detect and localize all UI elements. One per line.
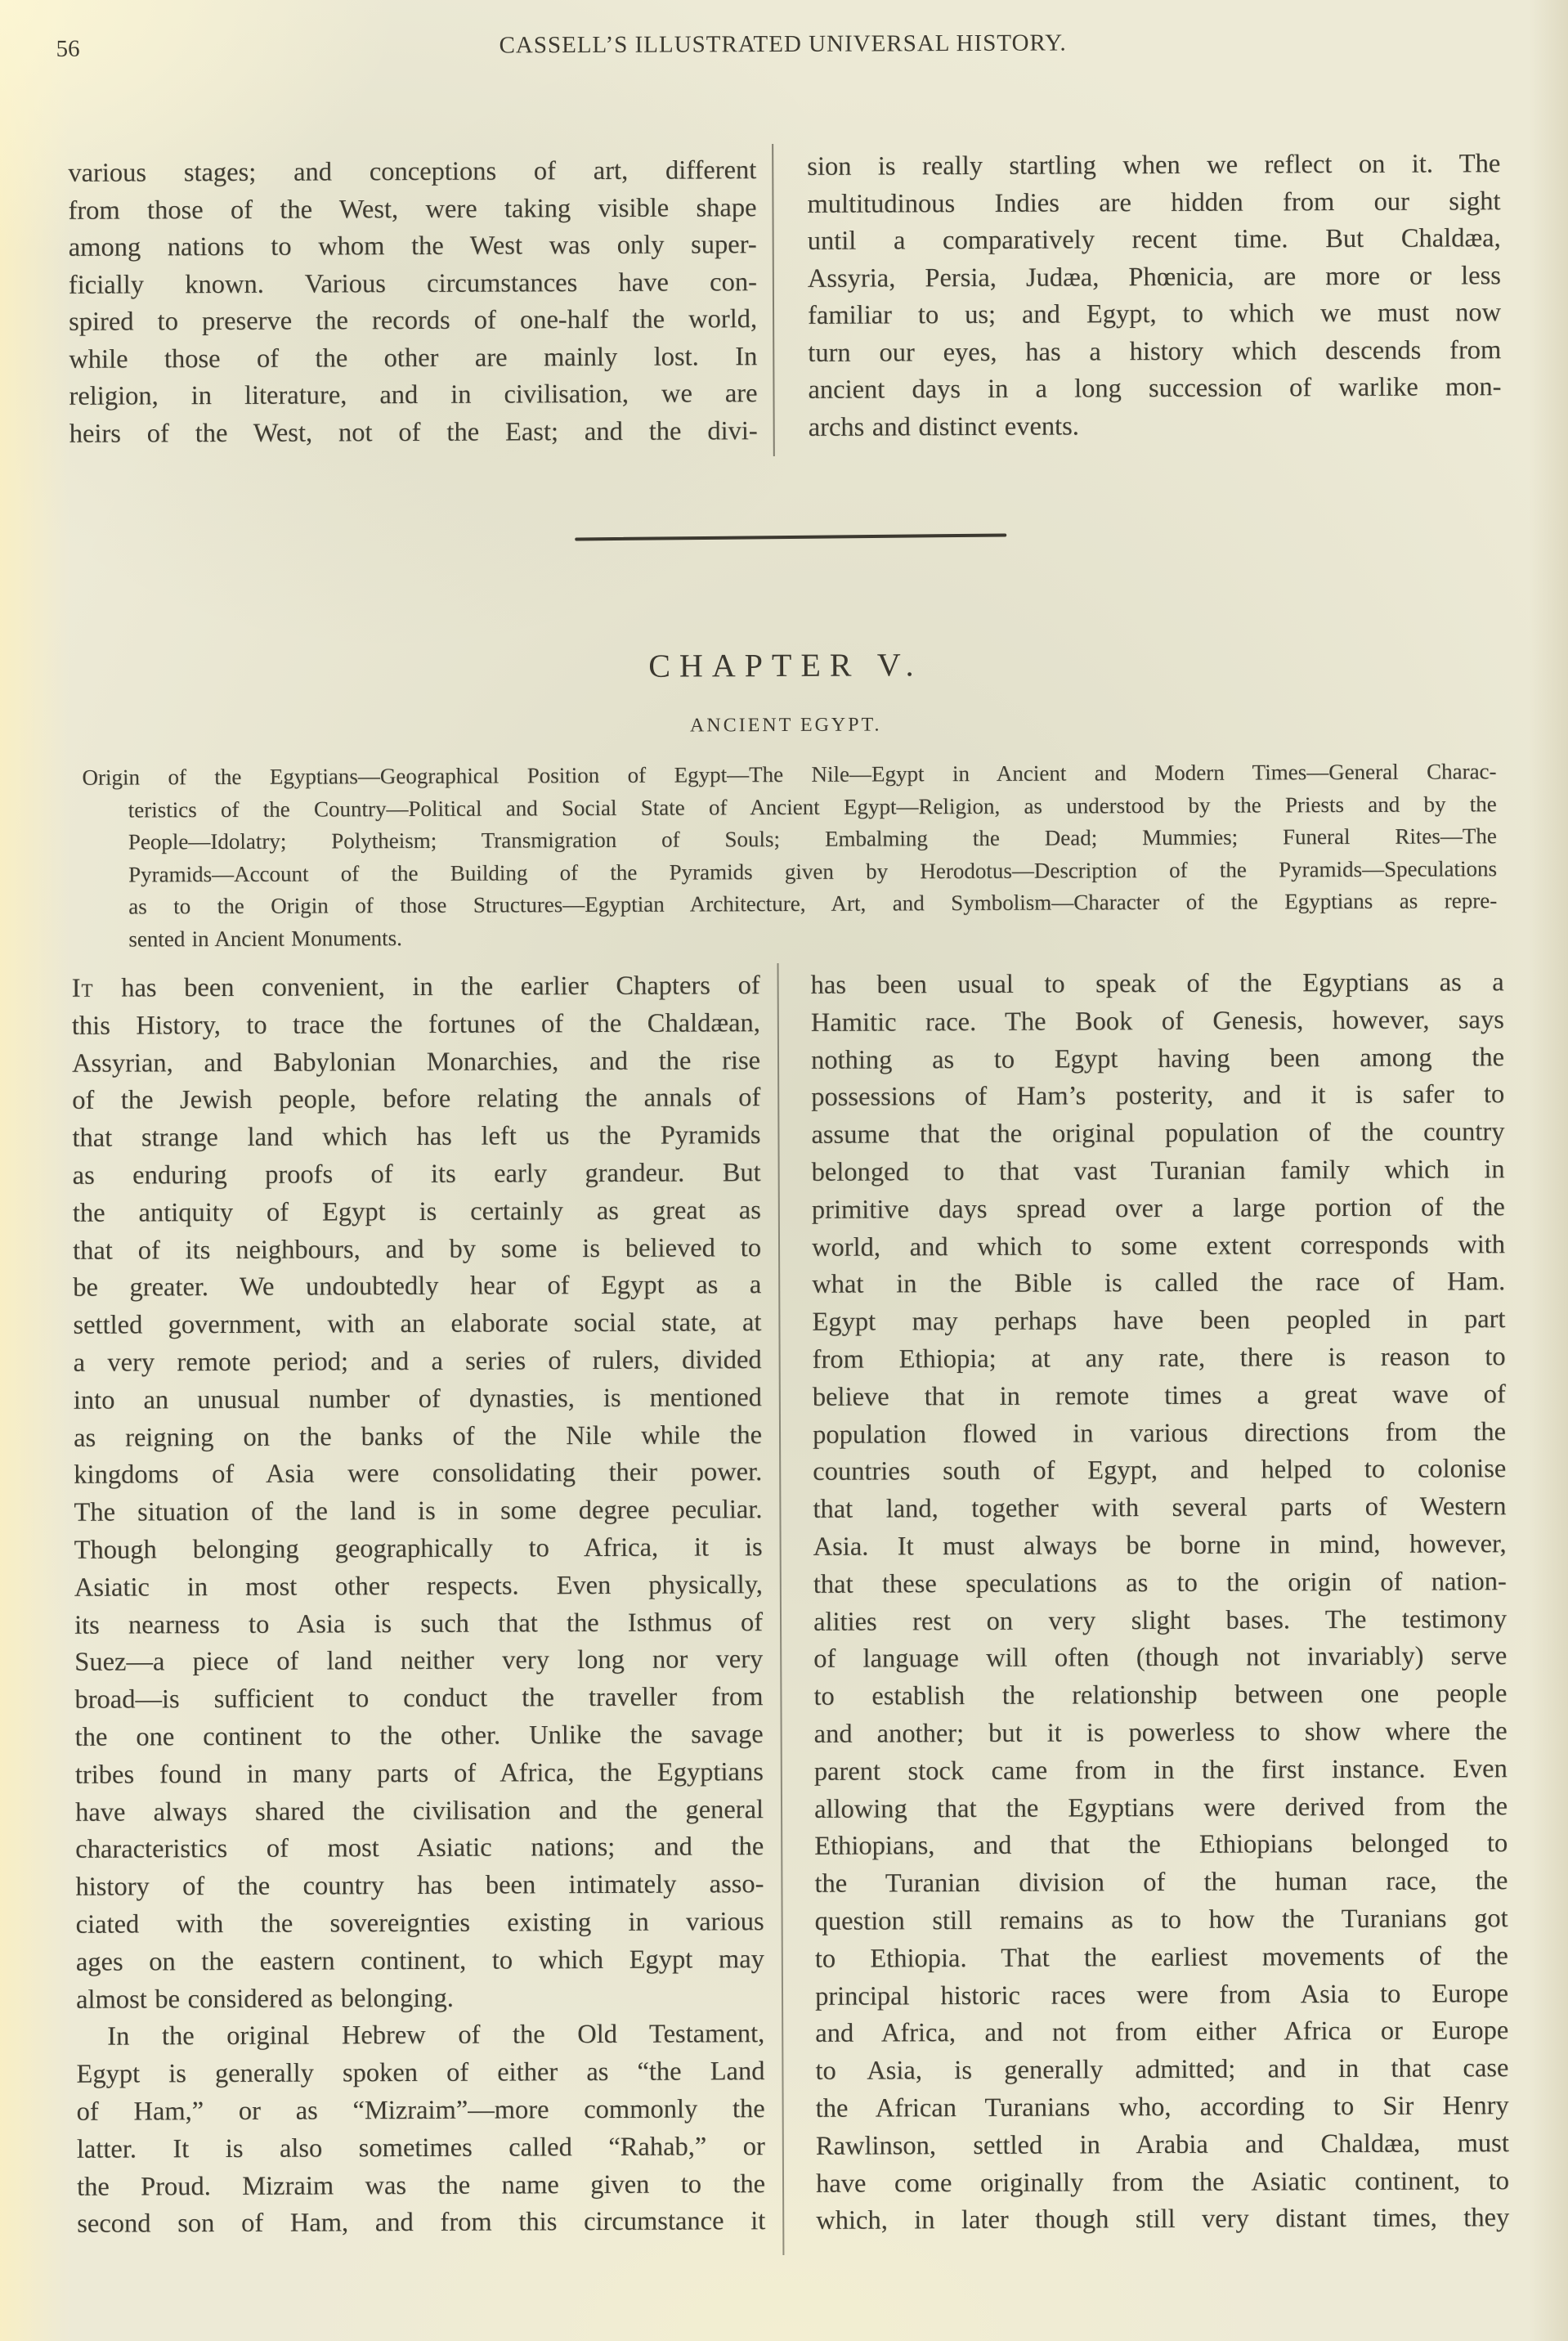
text-line: and Africa, and not from either Africa or Europe	[815, 2016, 1509, 2049]
text-line: Asiatic in most other respects. Even physically,	[74, 1569, 763, 1603]
text-line: principal historic races were from Asia to Europe	[814, 1978, 1509, 2011]
text-line: characteristics of most Asiatic nations; and the	[75, 1832, 764, 1865]
body-left-column	[72, 967, 766, 2244]
text-line: to establish the relationship between one people	[813, 1679, 1508, 1711]
text-line: belonged to that vast Turanian family which in	[811, 1155, 1505, 1187]
running-title: CASSELL’S ILLUSTRATED UNIVERSAL HISTORY.	[499, 29, 1067, 59]
text-line: its nearness to Asia is such that the Isthmus of	[74, 1607, 764, 1640]
text-line: In the original Hebrew of the Old Testament,	[107, 2019, 765, 2052]
text-line: what in the Bible is called the race of Ham.	[812, 1267, 1506, 1300]
continuation-left-column	[68, 152, 758, 453]
text-line: nothing as to Egypt having been among the	[810, 1042, 1505, 1075]
text-line: ficially known. Various circumstances have con-	[68, 267, 757, 300]
body-right-column	[811, 964, 1510, 2240]
text-line: the one continent to the other. Unlike the savage	[74, 1720, 764, 1752]
text-line: among nations to whom the West was only super-	[68, 230, 757, 262]
text-line: Pyramids—Account of the Building of the Pyramids given by Herodotus—Description of the Pyramids—Speculations	[128, 855, 1498, 886]
text-line: primitive days spread over a large portion of the	[811, 1191, 1505, 1225]
chapter-subheading: ANCIENT EGYPT.	[689, 714, 882, 737]
text-line: broad—is sufficient to conduct the traveller from	[74, 1682, 764, 1715]
text-line: Ethiopians, and that the Ethiopians belonged to	[814, 1828, 1508, 1862]
text-line: Hamitic race. The Book of Genesis, however, says	[810, 1004, 1504, 1038]
text-line: of the Jewish people, before relating the annals of	[72, 1083, 761, 1116]
text-line: of Ham,” or as “Mizraim”—more commonly the	[76, 2094, 765, 2127]
text-line: the Turanian division of the human race, the	[814, 1866, 1508, 1899]
text-line: People—Idolatry; Polytheism; Transmigration of Souls; Embalming the Dead; Mummies; Funeral Rites—The	[128, 823, 1497, 854]
text-line: while those of the other are mainly lost. In	[69, 341, 758, 374]
column-divider-top	[772, 144, 775, 456]
text-line: countries south of Egypt, and helped to colonise	[813, 1454, 1507, 1487]
lead-word-smallcaps: It	[71, 973, 94, 1003]
text-line: the antiquity of Egypt is certainly as great as	[72, 1195, 761, 1228]
text-line: various stages; and conceptions of art, different	[68, 155, 757, 188]
text-line: kingdoms of Asia were consolidating their power.	[74, 1457, 763, 1491]
text-line: assume that the original population of the country	[811, 1117, 1505, 1150]
text-line: Origin of the Egyptians—Geographical Position of Egypt—The Nile—Egypt in Ancient and Modern Times—General Charac-	[82, 759, 1497, 790]
text-line: this History, to trace the fortunes of the Chaldæan,	[71, 1007, 760, 1041]
text-line: ciated with the sovereignties existing in various	[75, 1907, 764, 1940]
chapter-heading: CHAPTER V.	[648, 646, 923, 684]
chapter-summary	[82, 756, 1497, 956]
text-line: allowing that the Egyptians were derived from the	[813, 1791, 1508, 1824]
text-line: religion, in literature, and in civilisation, we are	[69, 379, 758, 411]
text-line: of language will often (though not invariably) serve	[813, 1641, 1508, 1675]
text-line: that of its neighbours, and by some is believed to	[72, 1232, 762, 1266]
text-line: has been usual to speak of the Egyptians as a	[810, 967, 1504, 1000]
text-line: Though belonging geographically to Africa, it is	[74, 1532, 763, 1565]
text-line: Assyrian, and Babylonian Monarchies, and the rise	[71, 1045, 761, 1079]
text-line: to Ethiopia. That the earliest movements of the	[814, 1940, 1508, 1974]
text-line: Rawlinson, settled in Arabia and Chaldæa, must	[815, 2128, 1509, 2161]
text-line: a very remote period; and a series of rulers, divided	[73, 1345, 762, 1378]
paragraph	[811, 964, 1510, 2240]
text-line: multitudinous Indies are hidden from our sight	[807, 186, 1501, 219]
text-line: settled government, with an elaborate social state, at	[73, 1307, 762, 1340]
text-line: the Proud. Mizraim was the name given to the	[76, 2168, 766, 2202]
text-line: Egypt may perhaps have been peopled in part	[812, 1304, 1506, 1338]
text-line: that strange land which has left us the Pyramids	[72, 1120, 761, 1153]
text-line: second son of Ham, and from this circumstance it	[77, 2206, 766, 2240]
text-line: world, and which to some extent corresponds with	[811, 1229, 1506, 1262]
text-line: Assyria, Persia, Judæa, Phœnicia, are more or less	[807, 260, 1501, 294]
text-line: familiar to us; and Egypt, to which we must now	[807, 298, 1502, 330]
text-line: population flowed in various directions from the	[812, 1416, 1507, 1450]
text-line: have come originally from the Asiatic continent, to	[815, 2165, 1510, 2199]
section-divider-rule	[575, 533, 1006, 540]
text-line: that land, together with several parts of Western	[813, 1491, 1507, 1525]
text-line: possessions of Ham’s posterity, and it is safer to	[811, 1079, 1505, 1113]
paragraph	[76, 2016, 765, 2243]
text-line: Suez—a piece of land neither very long nor very	[74, 1644, 764, 1678]
text-line: until a comparatively recent time. But Chaldæa,	[807, 223, 1501, 256]
text-line: which, in later though still very distant times, they	[816, 2203, 1510, 2236]
text-line: tribes found in many parts of Africa, the Egyptians	[74, 1756, 764, 1790]
text-line: latter. It is also sometimes called “Rahab,” or	[76, 2131, 765, 2164]
text-line: as to the Origin of those Structures—Egyptian Architecture, Art, and Symbolism—Character of the Egyptians as repre-	[128, 888, 1498, 919]
column-divider-body	[777, 963, 785, 2255]
text-line: archs and distinct events.	[808, 410, 1079, 442]
text-line: to Asia, is generally admitted; and in that case	[815, 2053, 1509, 2086]
text-line: history of the country has been intimately asso-	[75, 1869, 764, 1902]
text-line: and another; but it is powerless to show where the	[813, 1716, 1508, 1749]
text-line: The situation of the land is in some degree peculiar.	[74, 1495, 763, 1527]
text-line: turn our eyes, has a history which descends from	[808, 334, 1502, 368]
text-line: almost be considered as belonging.	[75, 1983, 454, 2015]
text-line: sented in Ancient Monuments.	[128, 925, 402, 951]
text-line: Egypt is generally spoken of either as “the Land	[76, 2056, 765, 2089]
page-number: 56	[56, 35, 80, 62]
text-line: sion is really startling when we reflect on it. The	[807, 149, 1501, 182]
text-line: have always shared the civilisation and the general	[74, 1794, 764, 1828]
text-line: into an unusual number of dynasties, is mentioned	[73, 1382, 762, 1415]
text-line: as enduring proofs of its early grandeur. But	[72, 1158, 761, 1191]
text-line: that these speculations as to the origin of nation-	[813, 1566, 1507, 1599]
continuation-right-column	[807, 146, 1502, 446]
text-line: from Ethiopia; at any rate, there is reason to	[812, 1342, 1506, 1375]
paragraph	[72, 967, 765, 2019]
text-line: ages on the eastern continent, to which Egypt may	[75, 1944, 764, 1977]
text-line: spired to preserve the records of one-half the world,	[69, 304, 758, 337]
text-line: believe that in remote times a great wave of	[812, 1379, 1506, 1412]
text-line: be greater. We undoubtedly hear of Egypt as a	[73, 1270, 762, 1303]
text-line: the African Turanians who, according to Sir Henry	[815, 2091, 1509, 2123]
text-line: teristics of the Country—Political and Social State of Ancient Egypt—Religion, as understood by the Priests and by the	[128, 791, 1497, 822]
text-line: parent stock came from in the first instance. Even	[813, 1753, 1508, 1787]
text-line: as reigning on the banks of the Nile while the	[73, 1419, 763, 1453]
text-line: heirs of the West, not of the East; and the divi-	[69, 415, 758, 449]
text-line: It has been convenient, in the earlier Chapters of	[71, 971, 760, 1003]
text-line: alities rest on very slight bases. The testimony	[813, 1603, 1508, 1637]
text-line: Asia. It must always be borne in mind, however,	[813, 1529, 1507, 1562]
text-line: from those of the West, were taking visible shape	[68, 192, 757, 226]
text-line: question still remains as to how the Turanians got	[814, 1904, 1508, 1936]
text-line: ancient days in a long succession of warlike mon-	[808, 372, 1502, 405]
